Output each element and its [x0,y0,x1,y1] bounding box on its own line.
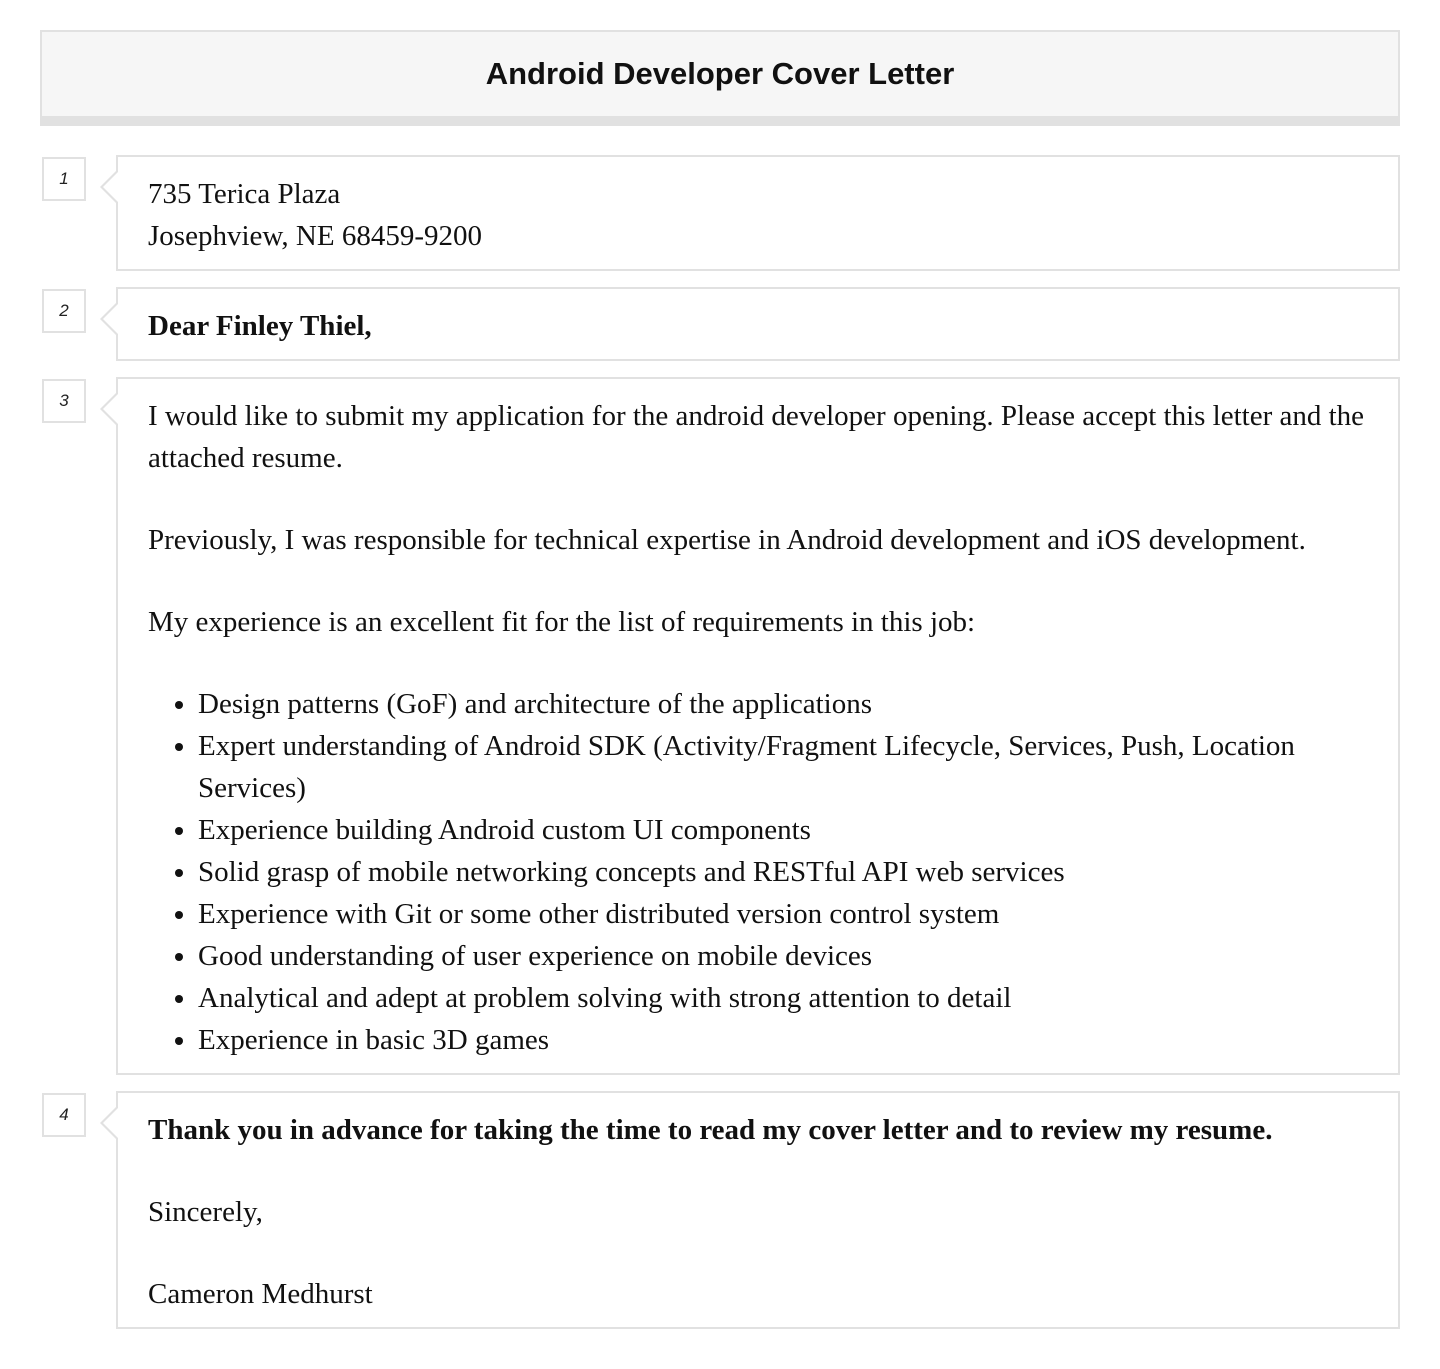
address-line-2: Josephview, NE 68459-9200 [148,220,482,252]
section-number: 4 [42,1093,86,1137]
thanks-text: Thank you in advance for taking the time to read my cover letter and to review my resume. [148,1114,1273,1146]
requirements-list [148,683,1368,1061]
document-header [40,30,1400,126]
address-line-1: 735 Terica Plaza [148,178,341,210]
body-paragraph-2: Previously, I was responsible for technical expertise in Android development and iOS development. [148,524,1306,556]
salutation: Dear Finley Thiel, [148,310,372,342]
closing-text: Sincerely, [148,1196,263,1228]
address-box [116,155,1400,271]
section-number: 3 [42,379,86,423]
list-item: • Experience with Git or some other distributed version control system [198,893,1368,935]
list-item: • Expert understanding of Android SDK (Activity/Fragment Lifecycle, Services, Push, Location Services) [198,725,1368,809]
list-item: • Good understanding of user experience on mobile devices [198,935,1368,977]
salutation-box [116,287,1400,361]
body-paragraph-3: My experience is an excellent fit for the list of requirements in this job: [148,606,976,638]
list-item: • Experience building Android custom UI components [198,809,1368,851]
closing-box [116,1091,1400,1329]
body-box [116,377,1400,1075]
list-item: • Analytical and adept at problem solving with strong attention to detail [198,977,1368,1019]
section-number: 1 [42,157,86,201]
section-number: 2 [42,289,86,333]
list-item: • Experience in basic 3D games [198,1019,1368,1061]
body-paragraph-1: I would like to submit my application for the android developer opening. Please accept this letter and the attached resume. [148,400,1365,474]
list-item: • Design patterns (GoF) and architecture of the applications [198,683,1368,725]
document-title: Android Developer Cover Letter [485,56,955,91]
list-item: • Solid grasp of mobile networking concepts and RESTful API web services [198,851,1368,893]
signature: Cameron Medhurst [148,1278,373,1310]
